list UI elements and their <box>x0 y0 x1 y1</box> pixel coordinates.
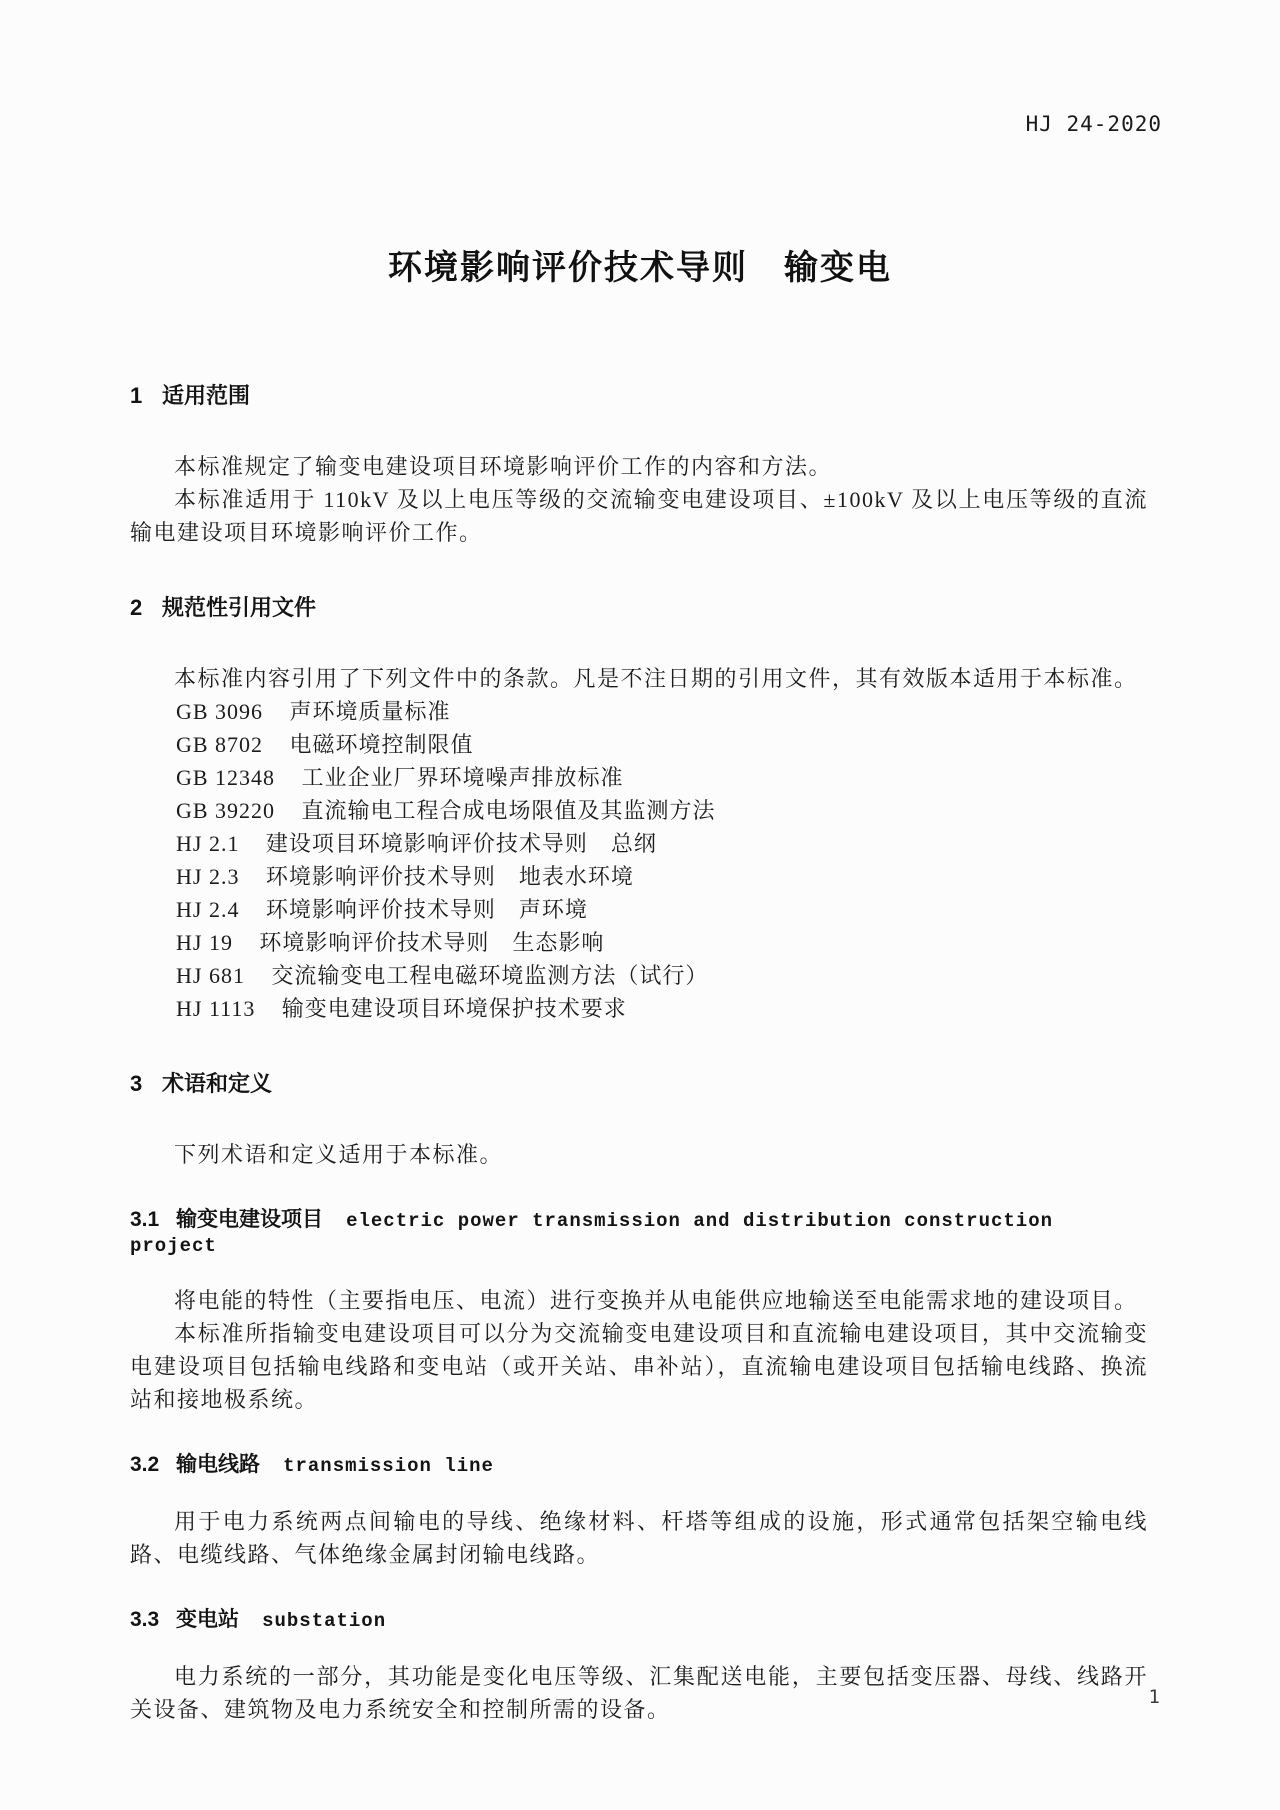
section-3-paragraph: 下列术语和定义适用于本标准。 <box>174 1142 504 1167</box>
section-2-paragraph: 本标准内容引用了下列文件中的条款。凡是不注日期的引用文件，其有效版本适用于本标准。 <box>174 666 1138 691</box>
reference-code: GB 8702 <box>176 732 264 757</box>
reference-title: 交流输变电工程电磁环境监测方法（试行） <box>271 963 709 988</box>
section-1-title: 适用范围 <box>162 383 251 408</box>
reference-row <box>130 992 1148 1025</box>
reference-title: 环境影响评价技术导则 声环境 <box>265 897 588 922</box>
reference-code: GB 3096 <box>176 699 264 724</box>
reference-list <box>130 695 1148 1025</box>
section-1-paragraph: 本标准适用于 110kV 及以上电压等级的交流输变电建设项目、±100kV 及以上电压等级的直流输电建设项目环境影响评价工作。 <box>130 487 1148 545</box>
reference-code: HJ 19 <box>176 930 233 955</box>
section-2-number: 2 <box>130 595 143 620</box>
reference-code: HJ 681 <box>176 963 245 988</box>
document-title: 环境影响评价技术导则 输变电 <box>388 249 892 287</box>
term-zh-label: 输电线路 <box>176 1453 260 1476</box>
reference-row <box>130 926 1148 959</box>
term-3-3-heading <box>130 1603 1148 1633</box>
term-3-2-paragraph: 用于电力系统两点间输电的导线、绝缘材料、杆塔等组成的设施，形式通常包括架空输电线路、电缆线路、气体绝缘金属封闭输电线路。 <box>130 1509 1148 1567</box>
term-zh-label: 输变电建设项目 <box>176 1208 323 1231</box>
reference-row <box>130 959 1148 992</box>
reference-title: 电磁环境控制限值 <box>289 732 474 757</box>
reference-row <box>130 827 1148 860</box>
reference-title: 环境影响评价技术导则 生态影响 <box>259 930 605 955</box>
standard-code: HJ 24-2020 <box>1025 112 1162 136</box>
term-3-3-paragraph: 电力系统的一部分，其功能是变化电压等级、汇集配送电能，主要包括变压器、母线、线路开关设备、建筑物及电力系统安全和控制所需的设备。 <box>130 1664 1148 1722</box>
reference-code: GB 39220 <box>176 798 276 823</box>
term-3-1-paragraph: 将电能的特性（主要指电压、电流）进行变换并从电能供应地输送至电能需求地的建设项目。 <box>174 1288 1138 1313</box>
reference-title: 建设项目环境影响评价技术导则 总纲 <box>265 831 657 856</box>
section-3-title: 术语和定义 <box>162 1071 273 1096</box>
term-zh-label: 变电站 <box>176 1608 239 1631</box>
reference-code: HJ 2.1 <box>176 831 240 856</box>
reference-code: GB 12348 <box>176 765 276 790</box>
section-2-heading <box>130 591 1148 622</box>
document-body <box>130 379 1148 1726</box>
section-2-title: 规范性引用文件 <box>162 595 317 620</box>
reference-row <box>130 794 1148 827</box>
reference-title: 环境影响评价技术导则 地表水环境 <box>265 864 634 889</box>
section-1-heading <box>130 379 1148 410</box>
term-3-2-heading <box>130 1448 1148 1478</box>
term-number: 3.2 <box>130 1453 160 1476</box>
term-3-1-heading <box>130 1203 1148 1257</box>
term-number: 3.1 <box>130 1208 160 1231</box>
reference-code: HJ 2.4 <box>176 897 240 922</box>
reference-title: 声环境质量标准 <box>289 699 451 724</box>
reference-row <box>130 860 1148 893</box>
reference-title: 输变电建设项目环境保护技术要求 <box>281 996 627 1021</box>
reference-row <box>130 695 1148 728</box>
term-number: 3.3 <box>130 1608 160 1631</box>
reference-row <box>130 761 1148 794</box>
reference-row <box>130 893 1148 926</box>
section-3-number: 3 <box>130 1071 143 1096</box>
reference-title: 直流输电工程合成电场限值及其监测方法 <box>301 798 716 823</box>
section-1-number: 1 <box>130 383 143 408</box>
term-3-1-paragraph: 本标准所指输变电建设项目可以分为交流输变电建设项目和直流输电建设项目，其中交流输变电建设项目包括输电线路和变电站（或开关站、串补站），直流输电建设项目包括输电线路、换流站和接地极系统。 <box>130 1321 1148 1412</box>
section-3-heading <box>130 1067 1148 1098</box>
term-en-label: electric power transmission and distribution construction project <box>130 1210 1053 1257</box>
reference-code: HJ 1113 <box>176 996 256 1021</box>
reference-code: HJ 2.3 <box>176 864 240 889</box>
section-1-paragraph: 本标准规定了输变电建设项目环境影响评价工作的内容和方法。 <box>174 454 833 479</box>
reference-title: 工业企业厂界环境噪声排放标准 <box>301 765 624 790</box>
page-number: 1 <box>1148 1686 1160 1708</box>
term-en-label: transmission line <box>283 1455 494 1477</box>
term-en-label: substation <box>262 1610 387 1632</box>
reference-row <box>130 728 1148 761</box>
